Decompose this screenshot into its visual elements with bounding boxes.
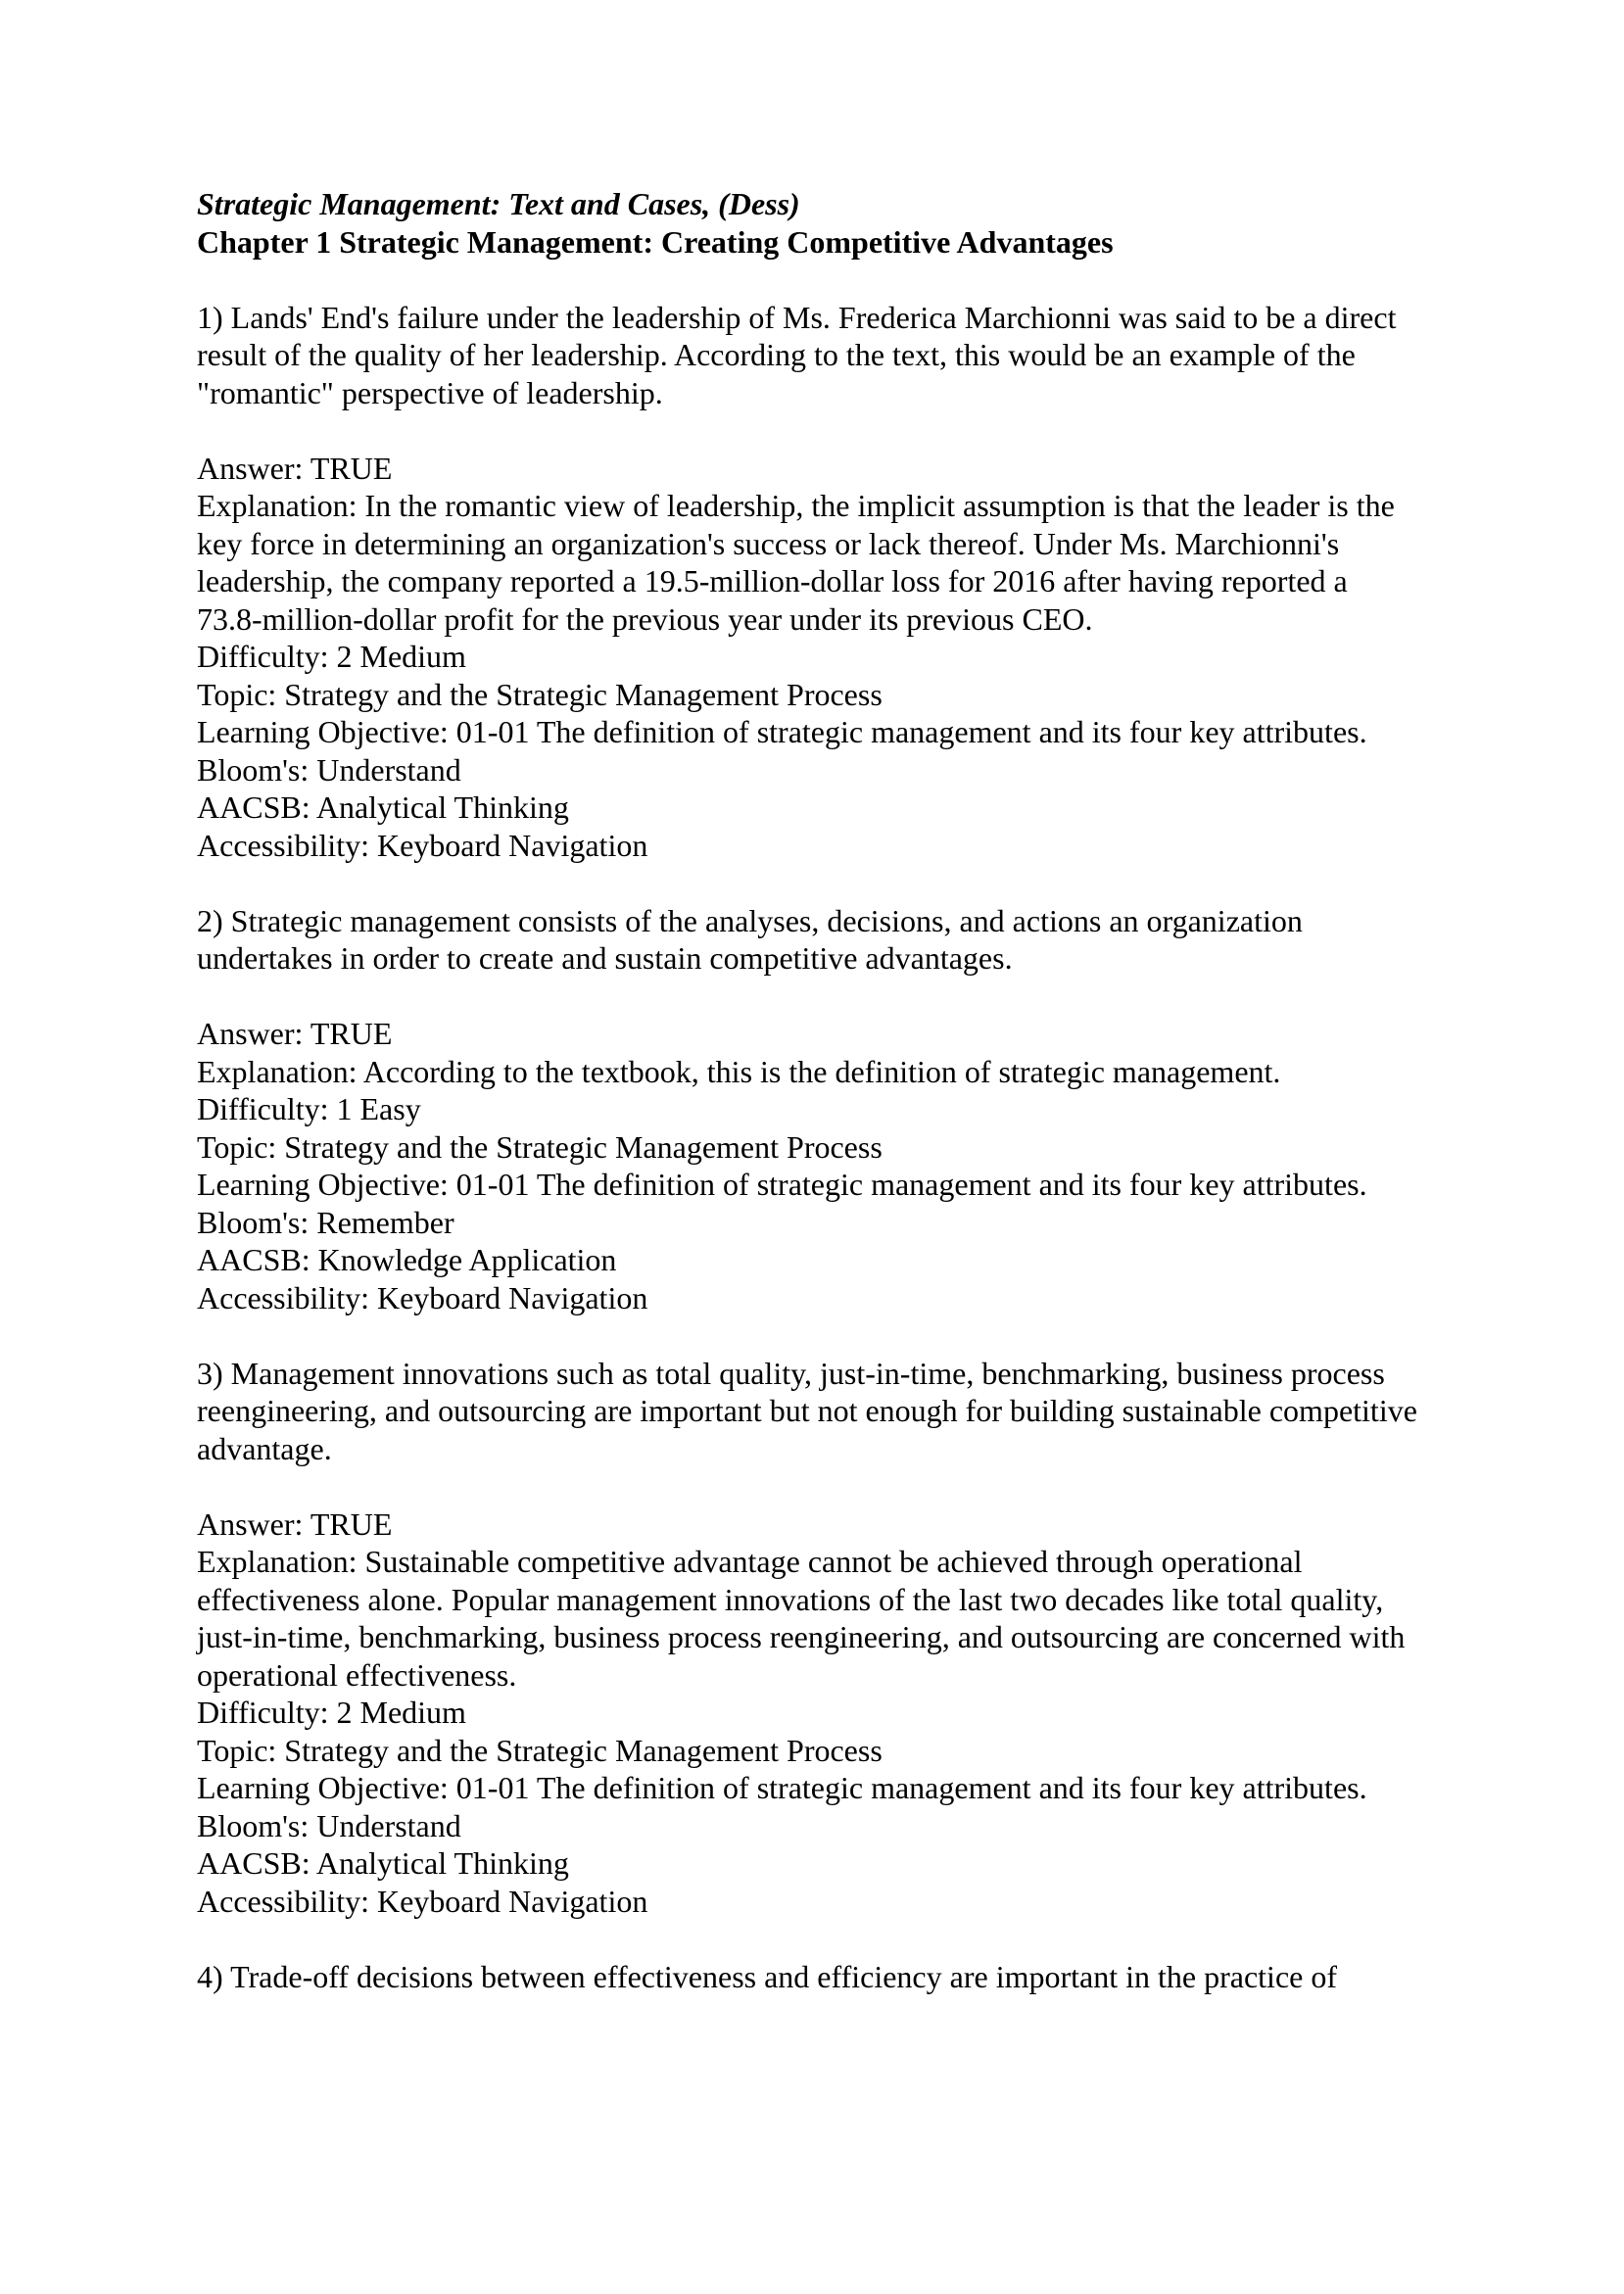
question-text-line: result of the quality of her leadership. According to the text, this would be an example of the bbox=[197, 337, 1356, 372]
explanation-line: 73.8-million-dollar profit for the previous year under its previous CEO. bbox=[197, 600, 1093, 637]
question-block bbox=[197, 902, 1500, 1317]
difficulty: Difficulty: 2 Medium bbox=[197, 1695, 466, 1730]
spacer bbox=[197, 864, 1500, 902]
spacer bbox=[197, 1467, 1500, 1505]
book-title: Strategic Management: Text and Cases, (Dess) bbox=[197, 186, 800, 221]
answer: Answer: TRUE bbox=[197, 450, 393, 486]
question-text-line: 4) Trade-off decisions between effectiveness and efficiency are important in the practice of bbox=[197, 1958, 1337, 1994]
question-text-line: advantage. bbox=[197, 1430, 332, 1466]
question-block bbox=[197, 1958, 1500, 1996]
explanation-line: Explanation: Sustainable competitive advantage cannot be achieved through operational bbox=[197, 1544, 1303, 1579]
question-block bbox=[197, 1355, 1500, 1921]
aacsb: AACSB: Analytical Thinking bbox=[197, 789, 569, 825]
explanation-line: effectiveness alone. Popular management innovations of the last two decades like total quality, bbox=[197, 1581, 1384, 1617]
learning-objective: Learning Objective: 01-01 The definition of strategic management and its four key attributes. bbox=[197, 1167, 1367, 1202]
explanation-line: key force in determining an organization's success or lack thereof. Under Ms. Marchionni's bbox=[197, 525, 1340, 561]
aacsb: AACSB: Analytical Thinking bbox=[197, 1845, 569, 1881]
question-text-line: reengineering, and outsourcing are important but not enough for building sustainable competitive bbox=[197, 1393, 1417, 1428]
question-text-line: 2) Strategic management consists of the analyses, decisions, and actions an organization bbox=[197, 902, 1303, 938]
explanation-line: leadership, the company reported a 19.5-million-dollar loss for 2016 after having reported a bbox=[197, 563, 1348, 598]
blooms: Bloom's: Understand bbox=[197, 751, 461, 788]
difficulty: Difficulty: 1 Easy bbox=[197, 1091, 421, 1126]
answer: Answer: TRUE bbox=[197, 1505, 393, 1542]
difficulty: Difficulty: 2 Medium bbox=[197, 639, 466, 674]
question-text-line: undertakes in order to create and sustain competitive advantages. bbox=[197, 940, 1013, 976]
explanation-line: Explanation: In the romantic view of leadership, the implicit assumption is that the leader is the bbox=[197, 488, 1395, 523]
topic: Topic: Strategy and the Strategic Management Process bbox=[197, 1732, 883, 1768]
explanation-line: Explanation: According to the textbook, this is the definition of strategic management. bbox=[197, 1053, 1281, 1089]
learning-objective: Learning Objective: 01-01 The definition of strategic management and its four key attributes. bbox=[197, 1770, 1367, 1805]
spacer bbox=[197, 1316, 1500, 1355]
explanation-line: just-in-time, benchmarking, business process reengineering, and outsourcing are concerned with bbox=[197, 1619, 1406, 1654]
spacer bbox=[197, 1920, 1500, 1958]
question-block bbox=[197, 299, 1500, 865]
question-text-line: "romantic" perspective of leadership. bbox=[197, 374, 663, 410]
explanation-line: operational effectiveness. bbox=[197, 1656, 517, 1693]
topic: Topic: Strategy and the Strategic Management Process bbox=[197, 676, 883, 712]
answer: Answer: TRUE bbox=[197, 1016, 393, 1051]
spacer bbox=[197, 411, 1500, 450]
spacer bbox=[197, 261, 1500, 299]
accessibility: Accessibility: Keyboard Navigation bbox=[197, 827, 648, 863]
accessibility: Accessibility: Keyboard Navigation bbox=[197, 1883, 648, 1919]
topic: Topic: Strategy and the Strategic Management Process bbox=[197, 1128, 883, 1165]
blooms: Bloom's: Understand bbox=[197, 1807, 461, 1843]
accessibility: Accessibility: Keyboard Navigation bbox=[197, 1279, 648, 1315]
question-text-line: 3) Management innovations such as total quality, just-in-time, benchmarking, business process bbox=[197, 1355, 1385, 1391]
chapter-title: Chapter 1 Strategic Management: Creating Competitive Advantages bbox=[197, 223, 1114, 260]
page-content bbox=[197, 185, 1500, 1995]
blooms: Bloom's: Remember bbox=[197, 1204, 454, 1240]
learning-objective: Learning Objective: 01-01 The definition of strategic management and its four key attributes. bbox=[197, 714, 1367, 749]
aacsb: AACSB: Knowledge Application bbox=[197, 1242, 617, 1277]
question-text-line: 1) Lands' End's failure under the leadership of Ms. Frederica Marchionni was said to be a direct bbox=[197, 299, 1397, 335]
spacer bbox=[197, 978, 1500, 1016]
